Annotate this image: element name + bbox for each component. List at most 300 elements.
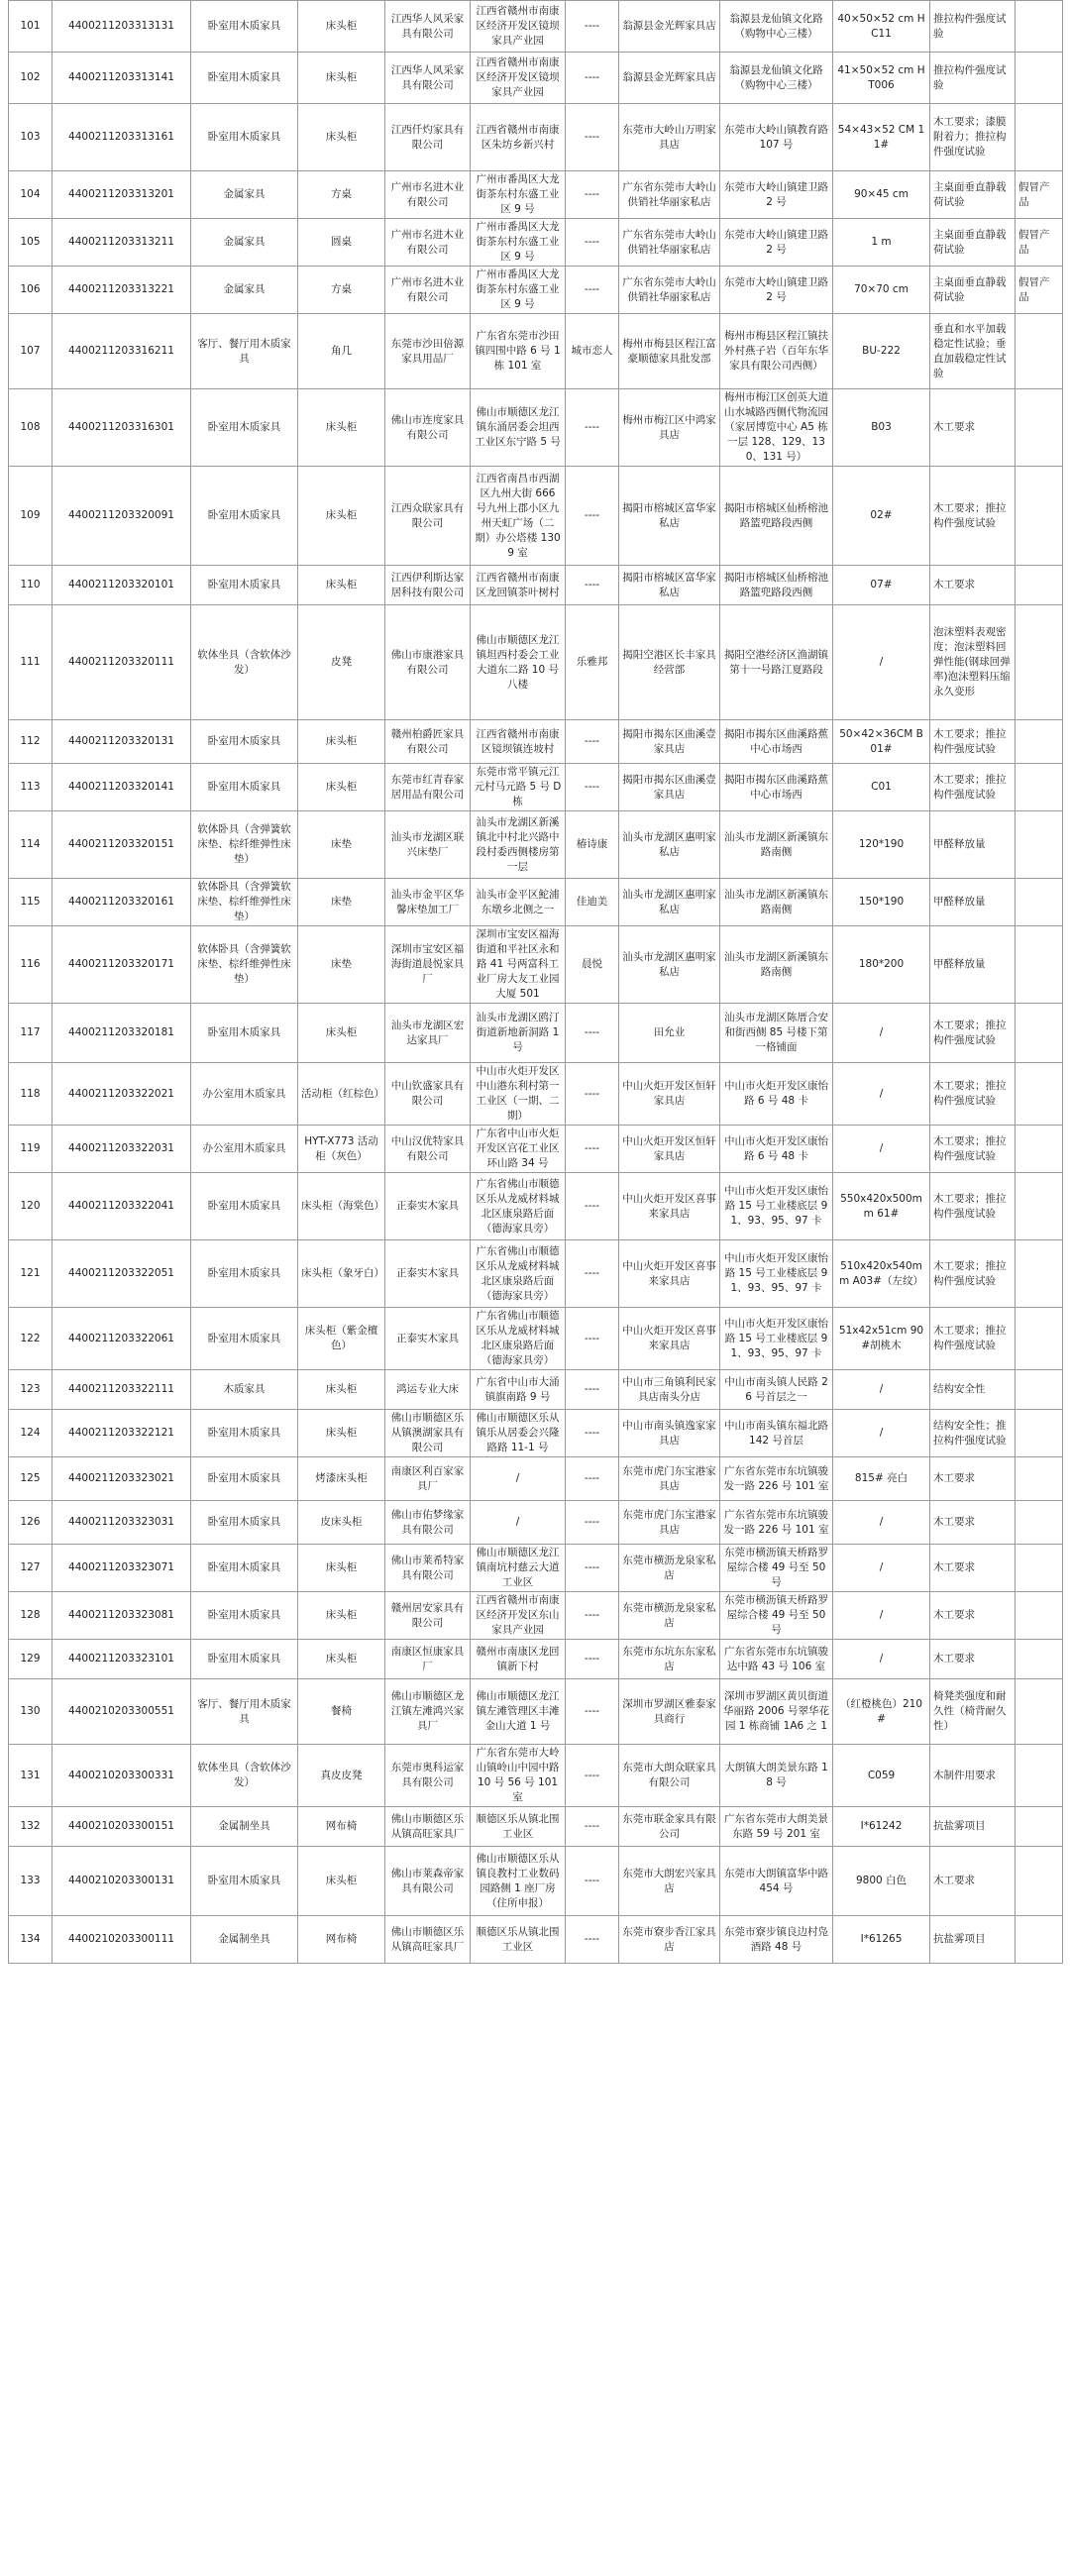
specification-cell: （红橙桃色）210# — [833, 1679, 930, 1745]
manufacturer-address-cell: 佛山市顺德区龙江镇南坑村慈云大道工业区 — [471, 1545, 566, 1592]
row-number-cell: 123 — [9, 1370, 53, 1410]
trademark-cell: ---- — [566, 53, 619, 104]
failed-item-cell: 结构安全性 — [930, 1370, 1016, 1410]
sample-code-cell: 4400211203322051 — [53, 1240, 191, 1308]
row-number-cell: 101 — [9, 1, 53, 53]
specification-cell: / — [833, 1545, 930, 1592]
product-name-cell: 方桌 — [298, 171, 385, 219]
row-number-cell: 114 — [9, 811, 53, 879]
specification-cell: BU-222 — [833, 314, 930, 389]
seller-name-cell: 东莞市虎门东宝港家具店 — [619, 1501, 720, 1545]
sample-code-cell: 4400211203322111 — [53, 1370, 191, 1410]
seller-name-cell: 汕头市龙湖区惠明家私店 — [619, 811, 720, 879]
seller-address-cell: 中山市南头镇东福北路 142 号首层 — [720, 1410, 833, 1457]
manufacturer-address-cell: 广东省佛山市顺德区乐从龙威材料城北区康泉路后面（德海家具旁） — [471, 1240, 566, 1308]
row-number-cell: 103 — [9, 104, 53, 171]
failed-item-cell: 主桌面垂直静载荷试验 — [930, 171, 1016, 219]
table-row — [9, 720, 1063, 764]
product-name-cell: 床头柜 — [298, 1545, 385, 1592]
manufacturer-name-cell: 赣州居安家具有限公司 — [385, 1592, 471, 1640]
table-row — [9, 1745, 1063, 1807]
trademark-cell: ---- — [566, 1126, 619, 1173]
product-name-cell: 网布椅 — [298, 1916, 385, 1964]
failed-item-cell: 甲醛释放量 — [930, 811, 1016, 879]
manufacturer-address-cell: 顺德区乐从镇北围工业区 — [471, 1807, 566, 1847]
product-category-cell: 卧室用木质家具 — [191, 389, 298, 467]
seller-name-cell: 中山火炬开发区喜事来家具店 — [619, 1173, 720, 1240]
seller-name-cell: 东莞市横沥龙泉家私店 — [619, 1592, 720, 1640]
manufacturer-address-cell: / — [471, 1501, 566, 1545]
table-row — [9, 219, 1063, 267]
remark-cell — [1016, 1640, 1063, 1679]
manufacturer-address-cell: 广东省佛山市顺德区乐从龙威材料城北区康泉路后面（德海家具旁） — [471, 1308, 566, 1370]
product-category-cell: 金属家具 — [191, 219, 298, 267]
trademark-cell: ---- — [566, 720, 619, 764]
sample-code-cell: 4400211203320111 — [53, 605, 191, 720]
seller-name-cell: 中山火炬开发区恒轩家具店 — [619, 1126, 720, 1173]
table-row — [9, 1545, 1063, 1592]
failed-item-cell: 木工要求 — [930, 1592, 1016, 1640]
product-category-cell: 软体卧具（含弹簧软床垫、棕纤维弹性床垫） — [191, 811, 298, 879]
manufacturer-address-cell: 广东省东莞市沙田镇四围中路 6 号 1 栋 101 室 — [471, 314, 566, 389]
manufacturer-name-cell: 江西仟灼家具有限公司 — [385, 104, 471, 171]
product-category-cell: 客厅、餐厅用木质家具 — [191, 314, 298, 389]
trademark-cell: 晨悦 — [566, 926, 619, 1004]
table-row — [9, 53, 1063, 104]
manufacturer-address-cell: 佛山市顺德区龙江镇坦西村委会工业大道东二路 10 号八楼 — [471, 605, 566, 720]
seller-address-cell: 广东省东莞市东坑镇骏发一路 226 号 101 室 — [720, 1457, 833, 1501]
manufacturer-address-cell: 广州市番禺区大龙街茶东村东盛工业区 9 号 — [471, 267, 566, 314]
table-row — [9, 1847, 1063, 1916]
row-number-cell: 102 — [9, 53, 53, 104]
trademark-cell: ---- — [566, 1545, 619, 1592]
seller-name-cell: 梅州市梅江区中鸿家具店 — [619, 389, 720, 467]
failed-item-cell: 木工要求；推拉构件强度试验 — [930, 1173, 1016, 1240]
seller-name-cell: 揭阳空港区长丰家具经营部 — [619, 605, 720, 720]
seller-address-cell: 中山市火炬开发区康怡路 15 号工业楼底层 91、93、95、97 卡 — [720, 1240, 833, 1308]
product-name-cell: 床头柜 — [298, 467, 385, 566]
manufacturer-name-cell: 佛山市顺德区龙江镇左滩鸿兴家具厂 — [385, 1679, 471, 1745]
seller-address-cell: 广东省东莞市大朗美景东路 59 号 201 室 — [720, 1807, 833, 1847]
product-category-cell: 金属家具 — [191, 267, 298, 314]
manufacturer-name-cell: 赣州柏爵匠家具有限公司 — [385, 720, 471, 764]
manufacturer-name-cell: 佛山市莱希特家具有限公司 — [385, 1545, 471, 1592]
product-name-cell: 角几 — [298, 314, 385, 389]
product-category-cell: 金属制坐具 — [191, 1916, 298, 1964]
product-name-cell: 床垫 — [298, 926, 385, 1004]
manufacturer-address-cell: 广东省中山市火炬开发区宫花工业区环山路 34 号 — [471, 1126, 566, 1173]
seller-name-cell: 中山火炬开发区喜事来家具店 — [619, 1308, 720, 1370]
seller-address-cell: 东莞市大岭山镇教育路 107 号 — [720, 104, 833, 171]
remark-cell: 假冒产品 — [1016, 171, 1063, 219]
failed-item-cell: 推拉构件强度试验 — [930, 1, 1016, 53]
specification-cell: 9800 白色 — [833, 1847, 930, 1916]
specification-cell: 120*190 — [833, 811, 930, 879]
seller-name-cell: 翁源县金光辉家具店 — [619, 53, 720, 104]
sample-code-cell: 4400211203323071 — [53, 1545, 191, 1592]
manufacturer-address-cell: 佛山市顺德区龙江镇左滩管理区丰滩金山大道 1 号 — [471, 1679, 566, 1745]
manufacturer-name-cell: 汕头市龙湖区联兴床垫厂 — [385, 811, 471, 879]
product-category-cell: 卧室用木质家具 — [191, 104, 298, 171]
sample-code-cell: 4400211203322031 — [53, 1126, 191, 1173]
sample-code-cell: 4400211203320091 — [53, 467, 191, 566]
product-name-cell: 床头柜 — [298, 1847, 385, 1916]
manufacturer-name-cell: 中山钦盛家具有限公司 — [385, 1063, 471, 1126]
row-number-cell: 128 — [9, 1592, 53, 1640]
failed-item-cell: 椅凳类强度和耐久性（椅背耐久性） — [930, 1679, 1016, 1745]
manufacturer-address-cell: 广东省中山市大涌镇旗南路 9 号 — [471, 1370, 566, 1410]
manufacturer-address-cell: 顺德区乐从镇北围工业区 — [471, 1916, 566, 1964]
product-category-cell: 金属家具 — [191, 171, 298, 219]
manufacturer-address-cell: 佛山市顺德区乐从镇乐从居委会兴隆路路 11-1 号 — [471, 1410, 566, 1457]
seller-address-cell: 中山市南头镇人民路 26 号首层之一 — [720, 1370, 833, 1410]
seller-address-cell: 大朗镇大朗美景东路 18 号 — [720, 1745, 833, 1807]
trademark-cell: 佳迪美 — [566, 879, 619, 926]
seller-address-cell: 东莞市横沥镇天桥路罗屋综合楼 49 号至 50 号 — [720, 1592, 833, 1640]
row-number-cell: 110 — [9, 566, 53, 605]
sample-code-cell: 4400211203313141 — [53, 53, 191, 104]
product-category-cell: 软体卧具（含弹簧软床垫、棕纤维弹性床垫） — [191, 926, 298, 1004]
manufacturer-name-cell: 广州市名进木业有限公司 — [385, 267, 471, 314]
trademark-cell: 椿诗康 — [566, 811, 619, 879]
product-category-cell: 软体坐具（含软体沙发） — [191, 1745, 298, 1807]
manufacturer-address-cell: 广州市番禺区大龙街茶东村东盛工业区 9 号 — [471, 219, 566, 267]
seller-name-cell: 东莞市联金家具有限公司 — [619, 1807, 720, 1847]
seller-name-cell: 东莞市寮步香江家具店 — [619, 1916, 720, 1964]
specification-cell: 07# — [833, 566, 930, 605]
manufacturer-name-cell: 佛山市莱森帝家具有限公司 — [385, 1847, 471, 1916]
remark-cell: 假冒产品 — [1016, 267, 1063, 314]
manufacturer-name-cell: 南康区利百家家具厂 — [385, 1457, 471, 1501]
failed-item-cell: 木工要求；推拉构件强度试验 — [930, 467, 1016, 566]
manufacturer-name-cell: 东莞市红青春家居用品有限公司 — [385, 764, 471, 811]
specification-cell: 815# 亮白 — [833, 1457, 930, 1501]
sample-code-cell: 4400211203322021 — [53, 1063, 191, 1126]
product-name-cell: 烤漆床头柜 — [298, 1457, 385, 1501]
sample-code-cell: 4400211203320181 — [53, 1004, 191, 1063]
trademark-cell: ---- — [566, 1916, 619, 1964]
manufacturer-name-cell: 江西华人风采家具有限公司 — [385, 1, 471, 53]
product-category-cell: 卧室用木质家具 — [191, 1004, 298, 1063]
seller-name-cell: 东莞市大朗众联家具有限公司 — [619, 1745, 720, 1807]
product-name-cell: HYT-X773 活动柜（灰色） — [298, 1126, 385, 1173]
specification-cell: 51x42x51cm 90#胡桃木 — [833, 1308, 930, 1370]
failed-item-cell: 木工要求 — [930, 1545, 1016, 1592]
remark-cell — [1016, 1679, 1063, 1745]
seller-address-cell: 东莞市寮步镇良边村凫酒路 48 号 — [720, 1916, 833, 1964]
row-number-cell: 126 — [9, 1501, 53, 1545]
product-category-cell: 卧室用木质家具 — [191, 1410, 298, 1457]
seller-name-cell: 东莞市横沥龙泉家私店 — [619, 1545, 720, 1592]
manufacturer-address-cell: 深圳市宝安区福海街道和平社区永和路 41 号两富科工业厂房大友工业园大厦 501 — [471, 926, 566, 1004]
remark-cell — [1016, 1592, 1063, 1640]
row-number-cell: 133 — [9, 1847, 53, 1916]
product-category-cell: 卧室用木质家具 — [191, 1847, 298, 1916]
product-name-cell: 床头柜 — [298, 720, 385, 764]
seller-name-cell: 汕头市龙湖区惠明家私店 — [619, 926, 720, 1004]
manufacturer-name-cell: 正泰实木家具 — [385, 1173, 471, 1240]
row-number-cell: 115 — [9, 879, 53, 926]
table-row — [9, 926, 1063, 1004]
trademark-cell: ---- — [566, 389, 619, 467]
row-number-cell: 124 — [9, 1410, 53, 1457]
trademark-cell: ---- — [566, 1592, 619, 1640]
product-name-cell: 床头柜 — [298, 1, 385, 53]
product-category-cell: 办公室用木质家具 — [191, 1063, 298, 1126]
failed-item-cell: 垂直和水平加载稳定性试验；垂直加载稳定性试验 — [930, 314, 1016, 389]
sample-code-cell: 4400211203313161 — [53, 104, 191, 171]
sample-code-cell: 4400211203313201 — [53, 171, 191, 219]
row-number-cell: 132 — [9, 1807, 53, 1847]
failed-item-cell: 木工要求 — [930, 1501, 1016, 1545]
trademark-cell: ---- — [566, 1004, 619, 1063]
table-row — [9, 1916, 1063, 1964]
manufacturer-name-cell: 江西华人风采家具有限公司 — [385, 53, 471, 104]
remark-cell — [1016, 566, 1063, 605]
seller-name-cell: 中山市南头镇逸家家具店 — [619, 1410, 720, 1457]
row-number-cell: 113 — [9, 764, 53, 811]
manufacturer-name-cell: 正泰实木家具 — [385, 1308, 471, 1370]
table-row — [9, 1501, 1063, 1545]
specification-cell: / — [833, 1063, 930, 1126]
specification-cell: 1 m — [833, 219, 930, 267]
failed-item-cell: 推拉构件强度试验 — [930, 53, 1016, 104]
seller-name-cell: 中山市三角镇利民家具店南头分店 — [619, 1370, 720, 1410]
product-name-cell: 床头柜 — [298, 1410, 385, 1457]
remark-cell — [1016, 1240, 1063, 1308]
row-number-cell: 107 — [9, 314, 53, 389]
row-number-cell: 112 — [9, 720, 53, 764]
manufacturer-name-cell: 南康区恒康家具厂 — [385, 1640, 471, 1679]
sample-code-cell: 4400211203320151 — [53, 811, 191, 879]
table-row — [9, 1063, 1063, 1126]
failed-item-cell: 甲醛释放量 — [930, 879, 1016, 926]
seller-name-cell: 东莞市大朗宏兴家具店 — [619, 1847, 720, 1916]
specification-cell: 150*190 — [833, 879, 930, 926]
trademark-cell: ---- — [566, 104, 619, 171]
seller-name-cell: 汕头市龙湖区惠明家私店 — [619, 879, 720, 926]
table-row — [9, 1173, 1063, 1240]
table-row — [9, 1240, 1063, 1308]
seller-address-cell: 汕头市龙湖区新溪镇东路南侧 — [720, 811, 833, 879]
product-name-cell: 床垫 — [298, 879, 385, 926]
trademark-cell: ---- — [566, 1847, 619, 1916]
seller-name-cell: 田允业 — [619, 1004, 720, 1063]
seller-name-cell: 广东省东莞市大岭山供销社华丽家私店 — [619, 171, 720, 219]
product-category-cell: 卧室用木质家具 — [191, 1, 298, 53]
specification-cell: 41×50×52 cm HT006 — [833, 53, 930, 104]
trademark-cell: ---- — [566, 1308, 619, 1370]
table-row — [9, 879, 1063, 926]
product-category-cell: 软体卧具（含弹簧软床垫、棕纤维弹性床垫） — [191, 879, 298, 926]
trademark-cell: ---- — [566, 566, 619, 605]
trademark-cell: ---- — [566, 1501, 619, 1545]
manufacturer-address-cell: 江西省南昌市西湖区九州大街 666 号九州上郡小区九州天虹广场（二期）办公塔楼 1309 室 — [471, 467, 566, 566]
product-name-cell: 方桌 — [298, 267, 385, 314]
manufacturer-address-cell: 江西省赣州市南康区经济开发区东山家具产业园 — [471, 1592, 566, 1640]
remark-cell — [1016, 1126, 1063, 1173]
specification-cell: C059 — [833, 1745, 930, 1807]
specification-cell: 50×42×36CM B01# — [833, 720, 930, 764]
manufacturer-address-cell: 广东省佛山市顺德区乐从龙威材料城北区康泉路后面（德海家具旁） — [471, 1173, 566, 1240]
product-category-cell: 卧室用木质家具 — [191, 566, 298, 605]
failed-item-cell: 木工要求；推拉构件强度试验 — [930, 1126, 1016, 1173]
seller-name-cell: 中山火炬开发区恒轩家具店 — [619, 1063, 720, 1126]
manufacturer-name-cell: 佛山市顺德区乐从镇澳湖家具有限公司 — [385, 1410, 471, 1457]
failed-item-cell: 木工要求；推拉构件强度试验 — [930, 720, 1016, 764]
remark-cell — [1016, 314, 1063, 389]
table-row — [9, 1, 1063, 53]
seller-address-cell: 揭阳市榕城区仙桥榕池路篮兜路段西侧 — [720, 566, 833, 605]
product-category-cell: 卧室用木质家具 — [191, 720, 298, 764]
trademark-cell: ---- — [566, 219, 619, 267]
failed-item-cell: 木工要求；漆膜附着力；推拉构件强度试验 — [930, 104, 1016, 171]
remark-cell — [1016, 1410, 1063, 1457]
specification-cell: I*61242 — [833, 1807, 930, 1847]
table-row — [9, 467, 1063, 566]
failed-item-cell: 主桌面垂直静载荷试验 — [930, 267, 1016, 314]
seller-address-cell: 广东省东莞市东坑镇骏达中路 43 号 106 室 — [720, 1640, 833, 1679]
seller-name-cell: 揭阳市榕城区富华家私店 — [619, 467, 720, 566]
sample-code-cell: 4400211203323021 — [53, 1457, 191, 1501]
sample-code-cell: 4400211203316301 — [53, 389, 191, 467]
sample-code-cell: 4400211203322041 — [53, 1173, 191, 1240]
product-category-cell: 客厅、餐厅用木质家具 — [191, 1679, 298, 1745]
remark-cell — [1016, 879, 1063, 926]
seller-address-cell: 东莞市大朗镇富华中路 454 号 — [720, 1847, 833, 1916]
product-category-cell: 卧室用木质家具 — [191, 53, 298, 104]
product-category-cell: 办公室用木质家具 — [191, 1126, 298, 1173]
row-number-cell: 122 — [9, 1308, 53, 1370]
remark-cell: 假冒产品 — [1016, 219, 1063, 267]
specification-cell: 180*200 — [833, 926, 930, 1004]
product-category-cell: 卧室用木质家具 — [191, 1240, 298, 1308]
inspection-results-table — [8, 0, 1063, 1964]
row-number-cell: 111 — [9, 605, 53, 720]
sample-code-cell: 4400211203316211 — [53, 314, 191, 389]
row-number-cell: 129 — [9, 1640, 53, 1679]
product-category-cell: 卧室用木质家具 — [191, 467, 298, 566]
sample-code-cell: 4400211203320161 — [53, 879, 191, 926]
manufacturer-name-cell: 广州市名进木业有限公司 — [385, 171, 471, 219]
failed-item-cell: 木工要求；推拉构件强度试验 — [930, 1240, 1016, 1308]
manufacturer-name-cell: 东莞市奥科运家具有限公司 — [385, 1745, 471, 1807]
seller-address-cell: 东莞市横沥镇天桥路罗屋综合楼 49 号至 50 号 — [720, 1545, 833, 1592]
remark-cell — [1016, 764, 1063, 811]
product-category-cell: 卧室用木质家具 — [191, 1545, 298, 1592]
seller-address-cell: 揭阳市揭东区曲溪路蕉中心市场西 — [720, 764, 833, 811]
product-name-cell: 真皮皮凳 — [298, 1745, 385, 1807]
specification-cell: / — [833, 1370, 930, 1410]
manufacturer-name-cell: 佛山市顺德区乐从镇高旺家具厂 — [385, 1916, 471, 1964]
manufacturer-name-cell: 广州市名进木业有限公司 — [385, 219, 471, 267]
remark-cell — [1016, 53, 1063, 104]
manufacturer-address-cell: 江西省赣州市南康区经济开发区镜坝家具产业园 — [471, 1, 566, 53]
sample-code-cell: 4400211203323081 — [53, 1592, 191, 1640]
product-name-cell: 床头柜 — [298, 1592, 385, 1640]
remark-cell — [1016, 811, 1063, 879]
product-name-cell: 床头柜 — [298, 566, 385, 605]
trademark-cell: ---- — [566, 1745, 619, 1807]
manufacturer-name-cell: 汕头市龙湖区宏达家具厂 — [385, 1004, 471, 1063]
seller-name-cell: 揭阳市揭东区曲溪壹家具店 — [619, 720, 720, 764]
product-name-cell: 床头柜 — [298, 53, 385, 104]
trademark-cell: ---- — [566, 1410, 619, 1457]
row-number-cell: 118 — [9, 1063, 53, 1126]
table-row — [9, 1457, 1063, 1501]
table-row — [9, 764, 1063, 811]
table-row — [9, 1592, 1063, 1640]
manufacturer-name-cell: 佛山市顺德区乐从镇高旺家具厂 — [385, 1807, 471, 1847]
table-row — [9, 1308, 1063, 1370]
sample-code-cell: 4400211203322121 — [53, 1410, 191, 1457]
manufacturer-address-cell: / — [471, 1457, 566, 1501]
specification-cell: B03 — [833, 389, 930, 467]
remark-cell — [1016, 389, 1063, 467]
failed-item-cell: 木工要求 — [930, 1457, 1016, 1501]
failed-item-cell: 木制件用要求 — [930, 1745, 1016, 1807]
row-number-cell: 121 — [9, 1240, 53, 1308]
failed-item-cell: 抗盐雾项目 — [930, 1807, 1016, 1847]
sample-code-cell: 4400210203300331 — [53, 1745, 191, 1807]
seller-address-cell: 东莞市大岭山镇建卫路 2 号 — [720, 267, 833, 314]
trademark-cell: 城市恋人 — [566, 314, 619, 389]
product-category-cell: 木质家具 — [191, 1370, 298, 1410]
failed-item-cell: 木工要求；推拉构件强度试验 — [930, 764, 1016, 811]
specification-cell: 54×43×52 CM 11# — [833, 104, 930, 171]
remark-cell — [1016, 104, 1063, 171]
table-row — [9, 1640, 1063, 1679]
row-number-cell: 108 — [9, 389, 53, 467]
manufacturer-address-cell: 江西省赣州市南康区经济开发区镜坝家具产业园 — [471, 53, 566, 104]
manufacturer-address-cell: 汕头市金平区鮀浦东墩乡北侧之一 — [471, 879, 566, 926]
trademark-cell: ---- — [566, 1807, 619, 1847]
seller-address-cell: 东莞市大岭山镇建卫路 2 号 — [720, 219, 833, 267]
seller-name-cell: 翁源县金光辉家具店 — [619, 1, 720, 53]
product-name-cell: 床头柜 — [298, 389, 385, 467]
product-name-cell: 床头柜（象牙白） — [298, 1240, 385, 1308]
manufacturer-name-cell: 江西众联家具有限公司 — [385, 467, 471, 566]
table-row — [9, 104, 1063, 171]
manufacturer-address-cell: 汕头市龙湖区新溪镇北中村北兴路中段村委西侧楼房第一层 — [471, 811, 566, 879]
sample-code-cell: 4400211203323101 — [53, 1640, 191, 1679]
sample-code-cell: 4400211203313211 — [53, 219, 191, 267]
row-number-cell: 119 — [9, 1126, 53, 1173]
seller-address-cell: 揭阳空港经济区渔湖镇第十一号路江夏路段 — [720, 605, 833, 720]
table-row — [9, 171, 1063, 219]
sample-code-cell: 4400211203313131 — [53, 1, 191, 53]
remark-cell — [1016, 467, 1063, 566]
remark-cell — [1016, 1745, 1063, 1807]
remark-cell — [1016, 1308, 1063, 1370]
sample-code-cell: 4400211203320131 — [53, 720, 191, 764]
trademark-cell: ---- — [566, 267, 619, 314]
failed-item-cell: 木工要求；推拉构件强度试验 — [930, 1308, 1016, 1370]
product-name-cell: 活动柜（红棕色） — [298, 1063, 385, 1126]
seller-name-cell: 揭阳市揭东区曲溪壹家具店 — [619, 764, 720, 811]
manufacturer-name-cell: 鸿运专业大床 — [385, 1370, 471, 1410]
sample-code-cell: 4400211203313221 — [53, 267, 191, 314]
manufacturer-name-cell: 东莞市沙田倍源家具用品厂 — [385, 314, 471, 389]
product-category-cell: 卧室用木质家具 — [191, 764, 298, 811]
specification-cell: 02# — [833, 467, 930, 566]
failed-item-cell: 木工要求 — [930, 389, 1016, 467]
row-number-cell: 104 — [9, 171, 53, 219]
specification-cell: 510x420x540mm A03#（左纹） — [833, 1240, 930, 1308]
seller-name-cell: 东莞市虎门东宝港家具店 — [619, 1457, 720, 1501]
seller-address-cell: 广东省东莞市东坑镇骏发一路 226 号 101 室 — [720, 1501, 833, 1545]
seller-address-cell: 中山市火炬开发区康怡路 15 号工业楼底层 91、93、95、97 卡 — [720, 1308, 833, 1370]
